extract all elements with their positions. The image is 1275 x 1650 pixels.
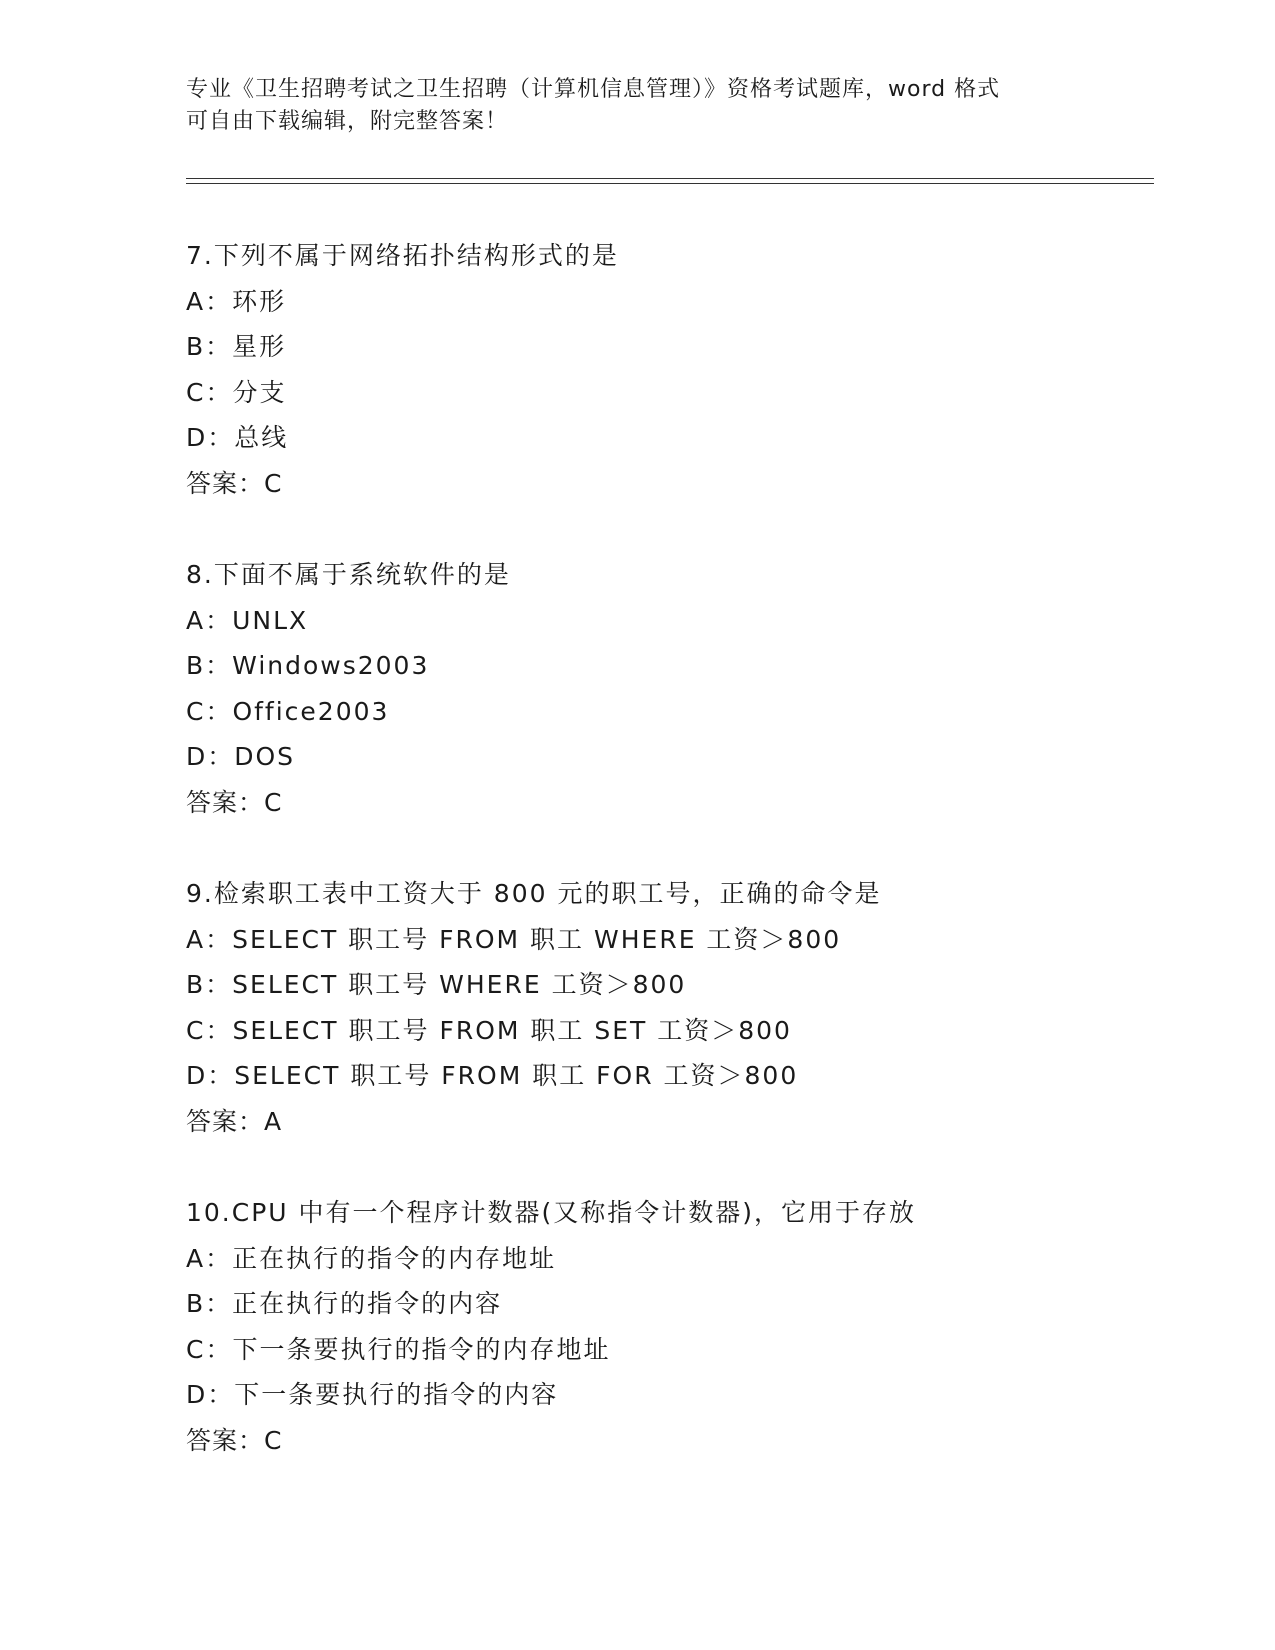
option-a: A：环形 [186, 286, 287, 316]
option-a: A：正在执行的指令的内存地址 [186, 1243, 557, 1273]
option-b: B：正在执行的指令的内容 [186, 1289, 503, 1318]
option-d: D：SELECT 职工号 FROM 职工 FOR 工资＞800 [186, 1061, 799, 1090]
option-b: B：Windows2003 [186, 651, 430, 680]
question-9 [186, 871, 1186, 1144]
option-c: C：SELECT 职工号 FROM 职工 SET 工资＞800 [186, 1015, 792, 1045]
option-c: C：下一条要执行的指令的内存地址 [186, 1334, 611, 1364]
header-divider-bottom [186, 183, 1154, 184]
option-b: B：SELECT 职工号 WHERE 工资＞800 [186, 970, 687, 999]
answer-line: 答案：A [186, 1106, 283, 1136]
option-d: D：DOS [186, 742, 296, 771]
option-d: D：下一条要执行的指令的内容 [186, 1380, 559, 1409]
option-a: A：UNLX [186, 605, 309, 635]
question-8 [186, 552, 1186, 825]
question-7 [186, 233, 1186, 506]
option-c: C：分支 [186, 377, 287, 407]
question-stem: 9.检索职工表中工资大于 800 元的职工号，正确的命令是 [186, 879, 882, 908]
option-b: B：星形 [186, 332, 287, 361]
question-10 [186, 1190, 1186, 1463]
option-c: C：Office2003 [186, 696, 390, 726]
header-line-1: 专业《卫生招聘考试之卫生招聘（计算机信息管理）》资格考试题库，word 格式 [186, 77, 1001, 102]
answer-line: 答案：C [186, 468, 283, 498]
header-line-2: 可自由下载编辑，附完整答案！ [186, 109, 509, 134]
answer-line: 答案：C [186, 787, 283, 817]
header-divider-top [186, 178, 1154, 179]
answer-line: 答案：C [186, 1425, 283, 1455]
option-d: D：总线 [186, 423, 289, 452]
document-header [186, 74, 1086, 138]
question-stem: 10.CPU 中有一个程序计数器(又称指令计数器)，它用于存放 [186, 1198, 917, 1227]
option-a: A：SELECT 职工号 FROM 职工 WHERE 工资＞800 [186, 924, 842, 954]
question-stem: 8.下面不属于系统软件的是 [186, 560, 511, 589]
question-stem: 7.下列不属于网络拓扑结构形式的是 [186, 241, 619, 270]
